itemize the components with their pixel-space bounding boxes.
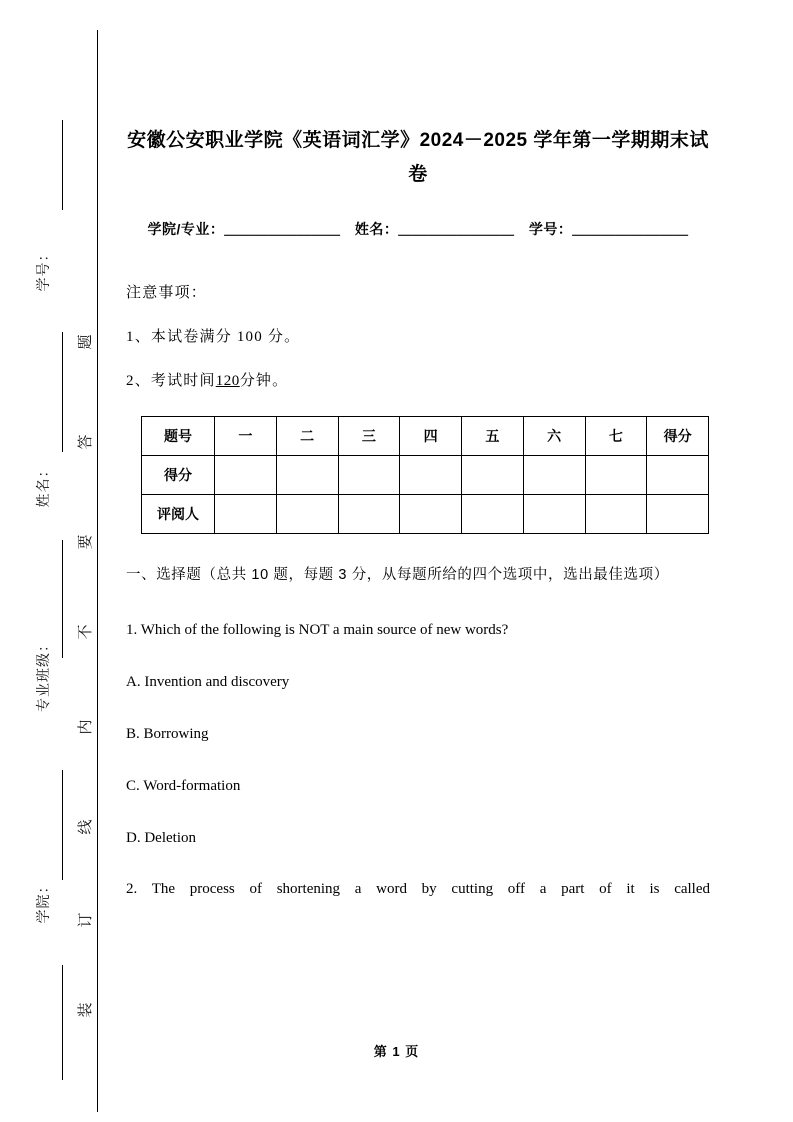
score-cell[interactable] bbox=[647, 456, 709, 495]
score-cell[interactable] bbox=[523, 456, 585, 495]
score-header-cell: 二 bbox=[276, 417, 338, 456]
score-header-cell: 七 bbox=[585, 417, 647, 456]
table-row bbox=[142, 495, 709, 534]
score-header-cell: 四 bbox=[400, 417, 462, 456]
question-2-text: 2. The process of shortening a word by cutting off a part of it is called bbox=[126, 881, 710, 897]
notes-heading: 注意事项： bbox=[126, 285, 208, 301]
notes-item-2-prefix: 2、考试时间 bbox=[126, 373, 216, 389]
score-table-header-row bbox=[142, 417, 709, 456]
score-cell[interactable] bbox=[215, 495, 277, 534]
score-header-cell: 得分 bbox=[647, 417, 709, 456]
score-cell[interactable] bbox=[215, 456, 277, 495]
info-rule-4 bbox=[62, 770, 63, 880]
score-header-cell: 三 bbox=[338, 417, 400, 456]
section-heading-1: 一、选择题（总共 10 题，每题 3 分，从每题所给的四个选项中，选出最佳选项） bbox=[126, 567, 669, 583]
score-header-cell: 五 bbox=[462, 417, 524, 456]
question-1-option-d[interactable]: D. Deletion bbox=[126, 830, 196, 846]
table-row bbox=[142, 456, 709, 495]
page-title: 安徽公安职业学院《英语词汇学》2024－2025 学年第一学期期末试卷 bbox=[127, 130, 709, 185]
seal-char-yao: 要 bbox=[78, 534, 94, 550]
score-cell[interactable] bbox=[462, 456, 524, 495]
info-rule-3 bbox=[62, 540, 63, 658]
score-table-wrapper bbox=[126, 394, 710, 534]
question-1-option-a[interactable]: A. Invention and discovery bbox=[126, 674, 290, 690]
score-row-label: 评阅人 bbox=[142, 495, 215, 534]
question-1-text: 1. Which of the following is NOT a main source of new words? bbox=[126, 622, 509, 638]
score-header-cell: 题号 bbox=[142, 417, 215, 456]
score-cell[interactable] bbox=[338, 495, 400, 534]
notes-block bbox=[126, 240, 710, 394]
notes-item-2-suffix: 分钟。 bbox=[239, 373, 289, 389]
score-cell[interactable] bbox=[585, 495, 647, 534]
info-rule-5 bbox=[62, 965, 63, 1080]
score-cell[interactable] bbox=[585, 456, 647, 495]
student-info-column bbox=[22, 120, 68, 1080]
info-label-name: 姓名： bbox=[37, 462, 52, 508]
info-label-class: 专业班级： bbox=[37, 637, 52, 712]
score-cell[interactable] bbox=[276, 456, 338, 495]
info-rule-2 bbox=[62, 332, 63, 452]
score-cell[interactable] bbox=[523, 495, 585, 534]
info-rule-1 bbox=[62, 120, 63, 210]
notes-item-2-duration: 120 bbox=[215, 373, 240, 389]
seal-char-xian: 线 bbox=[78, 819, 94, 835]
seal-char-da: 答 bbox=[78, 434, 94, 450]
question-1-option-b[interactable]: B. Borrowing bbox=[126, 726, 209, 742]
score-header-cell: 六 bbox=[523, 417, 585, 456]
seal-char-bu: 不 bbox=[78, 624, 94, 640]
score-row-label: 得分 bbox=[142, 456, 215, 495]
content-column bbox=[126, 0, 710, 900]
score-cell[interactable] bbox=[400, 456, 462, 495]
seal-char-zhuang: 装 bbox=[78, 1002, 94, 1018]
notes-item-1: 1、本试卷满分 100 分。 bbox=[126, 329, 301, 345]
question-1-option-c[interactable]: C. Word-formation bbox=[126, 778, 241, 794]
score-cell[interactable] bbox=[338, 456, 400, 495]
score-cell[interactable] bbox=[400, 495, 462, 534]
info-label-college: 学院： bbox=[37, 878, 52, 924]
seal-char-ding: 订 bbox=[78, 912, 94, 928]
student-info-line: 学院/专业：＿＿＿＿＿＿＿＿ 姓名：＿＿＿＿＿＿＿＿ 学号：＿＿＿＿＿＿＿＿ bbox=[147, 221, 689, 237]
score-header-cell: 一 bbox=[215, 417, 277, 456]
page-footer: 第 1 页 bbox=[373, 1044, 420, 1059]
score-cell[interactable] bbox=[647, 495, 709, 534]
info-label-student-id: 学号： bbox=[37, 246, 52, 292]
notes-item-2 bbox=[126, 350, 710, 394]
seal-line-column bbox=[74, 330, 98, 1030]
seal-char-nei: 内 bbox=[78, 719, 94, 735]
seal-char-ti: 题 bbox=[78, 334, 94, 350]
score-cell[interactable] bbox=[462, 495, 524, 534]
score-cell[interactable] bbox=[276, 495, 338, 534]
score-table bbox=[141, 416, 709, 534]
